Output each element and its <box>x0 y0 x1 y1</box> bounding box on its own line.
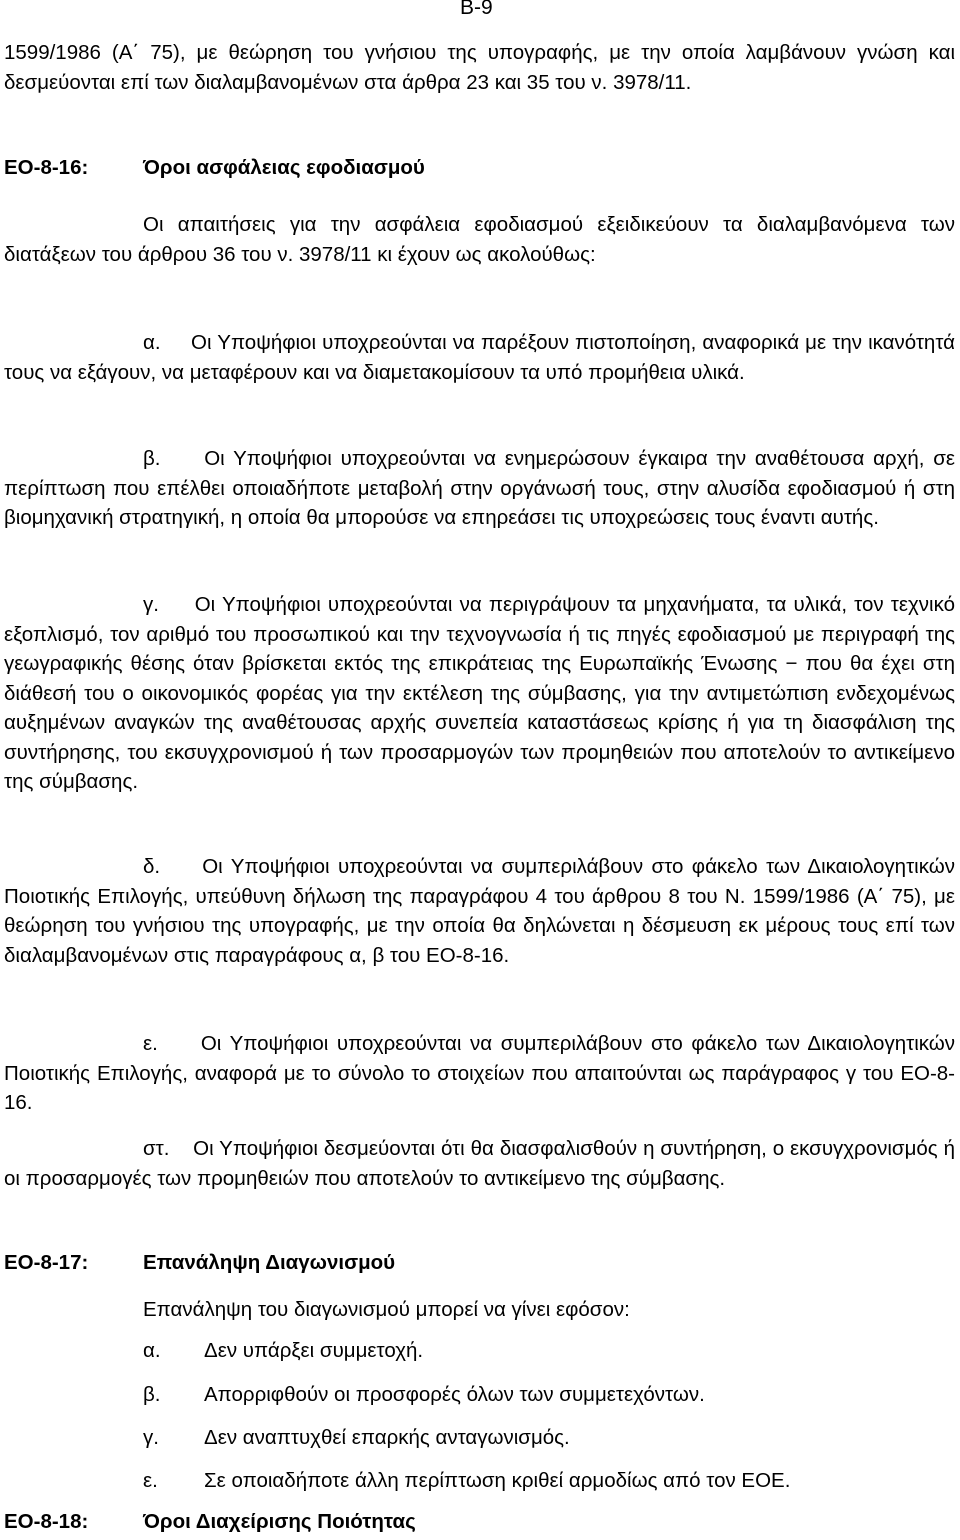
section-16-lead: Οι απαιτήσεις για την ασφάλεια εφοδιασμού εξειδικεύουν τα διαλαμβανόμενα των διατάξεων του άρθρου 36 του ν. 3978/11 κι έχουν ως ακολούθως: <box>4 213 955 266</box>
item-text: Απορριφθούν οι προσφορές όλων των συμμετεχόντων. <box>204 1383 705 1406</box>
item-mark: δ. <box>143 855 161 878</box>
section-17-item-b <box>143 1380 705 1410</box>
item-mark: ε. <box>143 1032 158 1055</box>
item-mark: β. <box>143 1383 161 1406</box>
item-mark: γ. <box>143 1426 159 1449</box>
item-mark: γ. <box>143 593 159 616</box>
item-text: Οι Υποψήφιοι υποχρεούνται να ενημερώσουν έγκαιρα την αναθέτουσα αρχή, σε περίπτωση που επέλθει οποιαδήποτε μεταβολή στην οργάνωσή τους, στην αλυσίδα εφοδιασμού ή στη βιομηχανική στρατηγική, η οποία θα μπορούσε να επηρεάσει τις υποχρεώσεις τους έναντι αυτής. <box>4 447 955 529</box>
section-16-item-e <box>4 1029 955 1118</box>
section-17-item-c <box>143 1423 570 1453</box>
item-text: Οι Υποψήφιοι υποχρεούνται να παρέξουν πιστοποίηση, αναφορικά με την ικανότητά τους να εξάγουν, να μεταφέρουν και να διαμετακομίσουν τα υπό προμήθεια υλικά. <box>4 331 955 384</box>
section-16-code: ΕΟ-8-16: <box>4 156 89 179</box>
item-text: Δεν υπάρξει συμμετοχή. <box>204 1339 424 1362</box>
item-mark: στ. <box>143 1137 170 1160</box>
section-16-item-b <box>4 444 955 533</box>
intro-paragraph: 1599/1986 (Α΄ 75), με θεώρηση του γνήσιου της υπογραφής, με την οποία λαμβάνουν γνώση και δεσμεύονται επί των διαλαμβανομένων στα άρθρα 23 και 35 του ν. 3978/11. <box>4 41 955 94</box>
item-mark: α. <box>143 1339 161 1362</box>
item-mark: α. <box>143 331 161 354</box>
item-text: Σε οποιαδήποτε άλλη περίπτωση κριθεί αρμοδίως από τον ΕΟΕ. <box>204 1469 791 1492</box>
section-16-item-a <box>4 328 955 387</box>
section-16-item-st <box>4 1134 955 1193</box>
section-17-code: ΕΟ-8-17: <box>4 1251 89 1274</box>
item-text: Δεν αναπτυχθεί επαρκής ανταγωνισμός. <box>204 1426 570 1449</box>
item-text: Οι Υποψήφιοι δεσμεύονται ότι θα διασφαλισθούν η συντήρηση, ο εκσυγχρονισμός ή οι προσαρμογές των προμηθειών που αποτελούν το αντικείμενο της σύμβασης. <box>4 1137 955 1190</box>
section-17-item-a <box>143 1336 423 1366</box>
section-17-title: Επανάληψη Διαγωνισμού <box>143 1251 396 1274</box>
section-18-title: Όροι Διαχείρισης Ποιότητας <box>143 1510 416 1533</box>
item-mark: β. <box>143 447 161 470</box>
item-text: Οι Υποψήφιοι υποχρεούνται να συμπεριλάβουν στο φάκελο των Δικαιολογητικών Ποιοτικής Επιλογής, αναφορά με το σύνολο το στοιχείων που απαιτούνται ως παράγραφος γ του ΕΟ-8-16. <box>4 1032 955 1114</box>
page-number: Β-9 <box>460 0 493 19</box>
item-text: Οι Υποψήφιοι υποχρεούνται να περιγράψουν τα μηχανήματα, τα υλικά, τον τεχνικό εξοπλισμό, τον αριθμό του προσωπικού και την τεχνογνωσία ή τις πηγές εφοδιασμού με περιγραφή της γεωγραφικής θέσης όταν βρίσκεται εκτός της επικράτειας της Ευρωπαϊκής Ένωσης − που θα έχει στη διάθεσή του ο οικονομικός φορέας για την εκτέλεση της σύμβασης, για την αντιμετώπιση ενδεχομένως αυξημένων αναγκών της αναθέτουσας αρχής συνεπεία καταστάσεως κρίσης ή για τη διασφάλιση της συντήρησης, του εκσυγχρονισμού ή των προσαρμογών των προμηθειών που αποτελούν το αντικείμενο της σύμβασης. <box>4 593 955 793</box>
section-16-item-d <box>4 852 955 970</box>
item-mark: ε. <box>143 1469 158 1492</box>
section-18-code: ΕΟ-8-18: <box>4 1510 89 1533</box>
section-17-item-e <box>143 1466 790 1496</box>
section-16-item-c <box>4 590 955 797</box>
section-16-title: Όροι ασφάλειας εφοδιασμού <box>143 156 425 179</box>
section-17-lead: Επανάληψη του διαγωνισμού μπορεί να γίνει εφόσον: <box>143 1298 630 1321</box>
item-text: Οι Υποψήφιοι υποχρεούνται να συμπεριλάβουν στο φάκελο των Δικαιολογητικών Ποιοτικής Επιλογής, υπεύθυνη δήλωση της παραγράφου 4 του άρθρου 8 του Ν. 1599/1986 (Α΄ 75), με θεώρηση του γνήσιου της υπογραφής, με την οποία θα δηλώνεται η δέσμευση εκ μέρους τους επί των διαλαμβανομένων στις παραγράφους α, β του ΕΟ-8-16. <box>4 855 955 967</box>
